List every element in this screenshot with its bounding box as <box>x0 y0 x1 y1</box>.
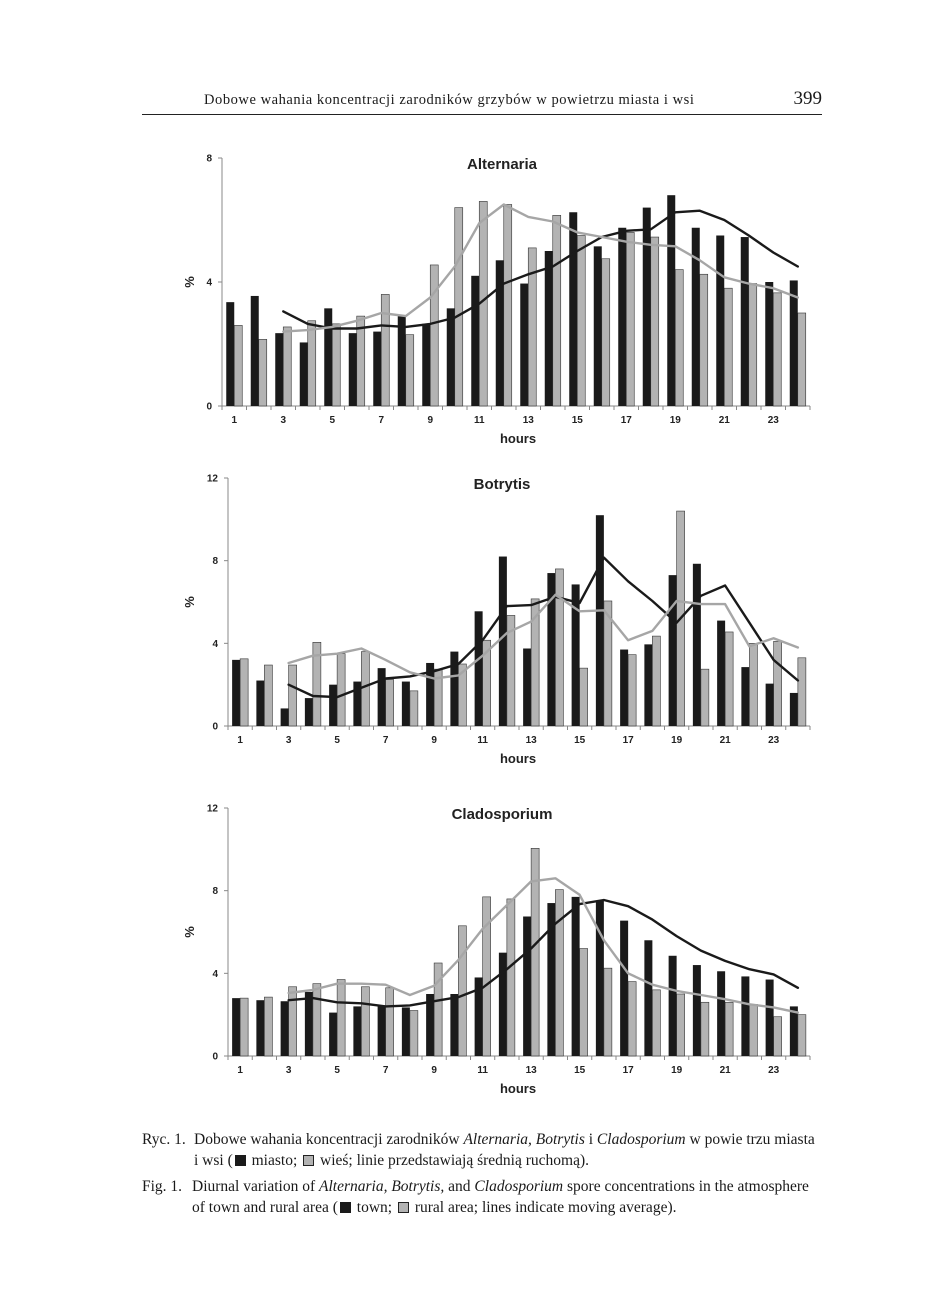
town-bar <box>669 956 677 1056</box>
rural-bar <box>580 668 588 726</box>
rural-bar <box>725 632 733 726</box>
town-bar <box>741 667 749 726</box>
running-head-title: Dobowe wahania koncentracji zarodników grzybów w powietrzu miasta i wsi <box>204 92 695 108</box>
caption-pl-species: Alternaria, Botrytis <box>463 1131 585 1148</box>
y-axis-label: % <box>182 596 197 608</box>
x-tick-label: 3 <box>285 735 292 746</box>
town-bar <box>523 649 531 727</box>
rural-bar <box>507 899 515 1056</box>
caption-pl-part3: wieś; linie przedstawiają średnią ruchomą). <box>316 1152 590 1169</box>
town-bar <box>281 1001 289 1056</box>
town-bar <box>402 682 410 726</box>
town-bar <box>618 228 626 406</box>
x-tick-label: 1 <box>237 1065 243 1076</box>
rural-bar <box>264 997 272 1056</box>
town-bar <box>232 998 240 1056</box>
town-bar <box>717 621 725 726</box>
town-bar <box>766 684 774 726</box>
town-bar <box>643 208 651 406</box>
rural-bar <box>675 270 683 406</box>
town-bar <box>693 965 701 1056</box>
rural-bar <box>701 1002 709 1056</box>
rural-bar <box>357 316 365 406</box>
chart-title: Botrytis <box>473 476 531 493</box>
town-bar <box>790 280 798 406</box>
x-tick-label: 3 <box>280 415 287 426</box>
rural-bar <box>602 259 610 406</box>
rural-bar <box>725 1002 733 1056</box>
y-tick-label: 12 <box>206 473 218 485</box>
caption-en-species: Alternaria, Botrytis, <box>318 1178 445 1195</box>
x-tick-label: 21 <box>718 415 730 426</box>
caption-en-conj: and <box>444 1178 475 1195</box>
rural-bar <box>240 659 248 726</box>
y-tick-label: 12 <box>206 803 218 815</box>
rural-bar <box>749 284 757 406</box>
rural-bar <box>798 1015 806 1056</box>
town-bar <box>790 1006 798 1056</box>
town-bar <box>790 693 798 726</box>
town-bar <box>496 260 504 406</box>
rural-bar <box>749 643 757 726</box>
town-bar <box>402 1007 410 1056</box>
rural-bar <box>577 236 585 407</box>
rural-bar <box>410 691 418 726</box>
rural-bar <box>774 641 782 726</box>
rural-bar <box>386 680 394 727</box>
rural-bar <box>430 265 438 406</box>
rural-bar <box>283 327 291 406</box>
town-bar <box>450 994 458 1056</box>
caption-en-label: Fig. 1. <box>142 1178 183 1195</box>
chart-botrytis-svg <box>150 468 830 778</box>
rural-bar <box>406 335 414 406</box>
page-number: 399 <box>793 88 822 109</box>
town-bar <box>692 228 700 406</box>
town-bar <box>251 296 259 406</box>
town-bar <box>471 276 479 406</box>
x-tick-label: 19 <box>669 415 681 426</box>
town-bar <box>644 644 652 726</box>
caption-en-text <box>192 1176 822 1218</box>
caption-pl-part2: w powie trzu miasta i wsi ( <box>194 1131 815 1169</box>
running-head <box>142 88 822 115</box>
rural-bar <box>580 949 588 1056</box>
rural-bar <box>677 994 685 1056</box>
rural-bar <box>798 658 806 726</box>
rural-bar <box>313 984 321 1056</box>
town-bar <box>305 698 313 726</box>
rural-bar <box>337 980 345 1056</box>
town-bar <box>716 236 724 407</box>
x-tick-label: 17 <box>622 735 634 746</box>
town-bar <box>349 333 357 406</box>
x-axis-label: hours <box>499 751 537 766</box>
town-bar <box>693 564 701 726</box>
x-tick-label: 7 <box>382 1065 389 1076</box>
x-tick-label: 11 <box>477 1065 488 1076</box>
y-tick-label: 0 <box>206 401 212 413</box>
town-bar <box>765 282 773 406</box>
rural-bar <box>555 569 563 726</box>
y-axis-label: % <box>182 926 197 938</box>
x-tick-label: 1 <box>231 415 238 426</box>
town-bar <box>329 1013 337 1056</box>
town-bar <box>300 342 308 406</box>
town-bar <box>450 652 458 726</box>
x-tick-label: 17 <box>622 1065 634 1076</box>
x-tick-label: 15 <box>574 1065 586 1076</box>
rural-legend-swatch <box>303 1155 314 1166</box>
x-tick-label: 9 <box>427 415 434 426</box>
x-tick-label: 11 <box>477 735 488 746</box>
town-bar <box>644 940 652 1056</box>
y-tick-label: 4 <box>212 638 218 650</box>
rural-bar <box>701 669 709 726</box>
town-bar <box>398 316 406 406</box>
town-bar <box>256 681 264 726</box>
chart-alternaria-svg <box>150 148 830 453</box>
town-bar <box>620 921 628 1056</box>
caption-pl-town: miasto; <box>247 1152 298 1169</box>
caption-en-part1: Diurnal variation of <box>192 1178 319 1195</box>
y-axis-label: % <box>182 276 197 288</box>
town-bar <box>475 611 483 726</box>
y-tick-label: 4 <box>206 277 212 289</box>
rural-bar <box>773 293 781 406</box>
rural-bar <box>651 237 659 406</box>
rural-bar <box>381 294 389 406</box>
x-tick-label: 1 <box>237 735 243 746</box>
caption-pl-label: Ryc. 1. <box>142 1131 186 1148</box>
rural-legend-swatch <box>398 1202 409 1213</box>
town-bar <box>422 324 430 406</box>
chart-botrytis <box>150 468 830 778</box>
rural-bar <box>700 274 708 406</box>
caption-en-species2: Cladosporium <box>474 1178 564 1195</box>
rural-bar <box>749 1004 757 1056</box>
rural-bar <box>240 998 248 1056</box>
town-bar <box>499 953 507 1056</box>
chart-cladosporium-svg <box>150 798 830 1110</box>
x-tick-label: 5 <box>329 415 336 426</box>
x-tick-label: 23 <box>768 735 780 746</box>
town-bar <box>378 668 386 726</box>
x-tick-label: 11 <box>473 415 485 426</box>
town-bar <box>594 246 602 406</box>
town-bar <box>232 660 240 726</box>
town-legend-swatch <box>235 1155 246 1166</box>
rural-bar <box>332 324 340 406</box>
town-bar <box>766 980 774 1056</box>
rural-bar <box>410 1011 418 1056</box>
town-bar <box>520 284 528 406</box>
town-bar <box>329 685 337 726</box>
town-bar <box>741 976 749 1056</box>
x-tick-label: 13 <box>525 735 537 746</box>
rural-bar <box>264 665 272 726</box>
rural-bar <box>774 1017 782 1056</box>
town-bar <box>373 332 381 406</box>
caption-pl-part1: Dobowe wahania koncentracji zarodników <box>194 1131 464 1148</box>
rural-bar <box>652 990 660 1056</box>
town-bar <box>669 575 677 726</box>
x-tick-label: 15 <box>574 735 586 746</box>
rural-bar <box>628 982 636 1056</box>
town-bar <box>499 557 507 726</box>
x-tick-label: 13 <box>525 1065 537 1076</box>
rural-bar <box>259 339 267 406</box>
x-tick-label: 23 <box>767 415 779 426</box>
town-bar <box>275 333 283 406</box>
x-tick-label: 15 <box>571 415 583 426</box>
caption-pl-species2: Cladosporium <box>596 1131 686 1148</box>
x-tick-label: 5 <box>334 1065 340 1076</box>
x-tick-label: 7 <box>378 415 385 426</box>
figure-caption-english <box>142 1176 822 1218</box>
caption-pl-text <box>194 1129 822 1171</box>
chart-title: Alternaria <box>466 156 538 173</box>
rural-bar <box>504 205 512 407</box>
town-bar <box>447 308 455 406</box>
x-tick-label: 23 <box>768 1065 780 1076</box>
rural-bar <box>724 288 732 406</box>
rural-bar <box>361 652 369 726</box>
rural-bar <box>289 987 297 1056</box>
caption-en-town: town; <box>352 1199 393 1216</box>
y-tick-label: 0 <box>212 1051 218 1063</box>
rural-bar <box>604 968 612 1056</box>
x-tick-label: 3 <box>285 1065 292 1076</box>
town-bar <box>256 1000 264 1056</box>
rural-bar <box>289 665 297 726</box>
y-tick-label: 4 <box>212 968 218 980</box>
town-bar <box>545 251 553 406</box>
figure-caption-polish <box>142 1129 822 1171</box>
rural-bar <box>458 926 466 1056</box>
rural-bar <box>234 325 242 406</box>
town-legend-swatch <box>340 1202 351 1213</box>
town-bar <box>324 308 332 406</box>
rural-bar <box>652 636 660 726</box>
town-bar <box>226 302 234 406</box>
y-tick-label: 0 <box>212 721 218 733</box>
caption-en-part3: rural area; lines indicate moving average). <box>410 1199 677 1216</box>
town-bar <box>569 212 577 406</box>
rural-bar <box>361 987 369 1056</box>
chart-title: Cladosporium <box>451 806 553 823</box>
town-bar <box>620 650 628 726</box>
town-bar <box>667 195 675 406</box>
town-bar <box>717 971 725 1056</box>
x-tick-label: 21 <box>719 1065 731 1076</box>
caption-pl-conj: i <box>584 1131 597 1148</box>
town-bar <box>741 237 749 406</box>
rural-bar <box>337 654 345 726</box>
x-tick-label: 21 <box>719 735 731 746</box>
chart-alternaria <box>150 148 830 453</box>
x-tick-label: 17 <box>620 415 632 426</box>
y-tick-label: 8 <box>212 556 218 568</box>
town-bar <box>353 1006 361 1056</box>
rural-bar <box>628 655 636 726</box>
rural-bar <box>308 321 316 406</box>
town-bar <box>281 708 289 726</box>
x-tick-label: 19 <box>671 1065 683 1076</box>
x-tick-label: 9 <box>431 1065 437 1076</box>
x-tick-label: 5 <box>334 735 340 746</box>
town-bar <box>596 901 604 1056</box>
town-bar <box>523 917 531 1057</box>
rural-bar <box>553 215 561 406</box>
chart-cladosporium <box>150 798 830 1110</box>
town-bar <box>305 992 313 1056</box>
x-tick-label: 19 <box>671 735 683 746</box>
rural-bar <box>798 313 806 406</box>
caption-en-part2: spore concentrations in the atmosphere of town and rural area ( <box>192 1178 809 1216</box>
town-bar <box>596 515 604 726</box>
y-tick-label: 8 <box>212 886 218 898</box>
town-bar <box>378 1005 386 1056</box>
x-tick-label: 9 <box>431 735 437 746</box>
town-bar <box>572 897 580 1056</box>
rural-bar <box>555 890 563 1056</box>
rural-bar <box>626 232 634 406</box>
x-axis-label: hours <box>499 1081 537 1096</box>
rural-bar <box>386 988 394 1056</box>
rural-bar <box>455 208 463 406</box>
x-tick-label: 7 <box>382 735 389 746</box>
x-tick-label: 13 <box>522 415 534 426</box>
y-tick-label: 8 <box>206 153 212 165</box>
x-axis-label: hours <box>499 431 537 446</box>
